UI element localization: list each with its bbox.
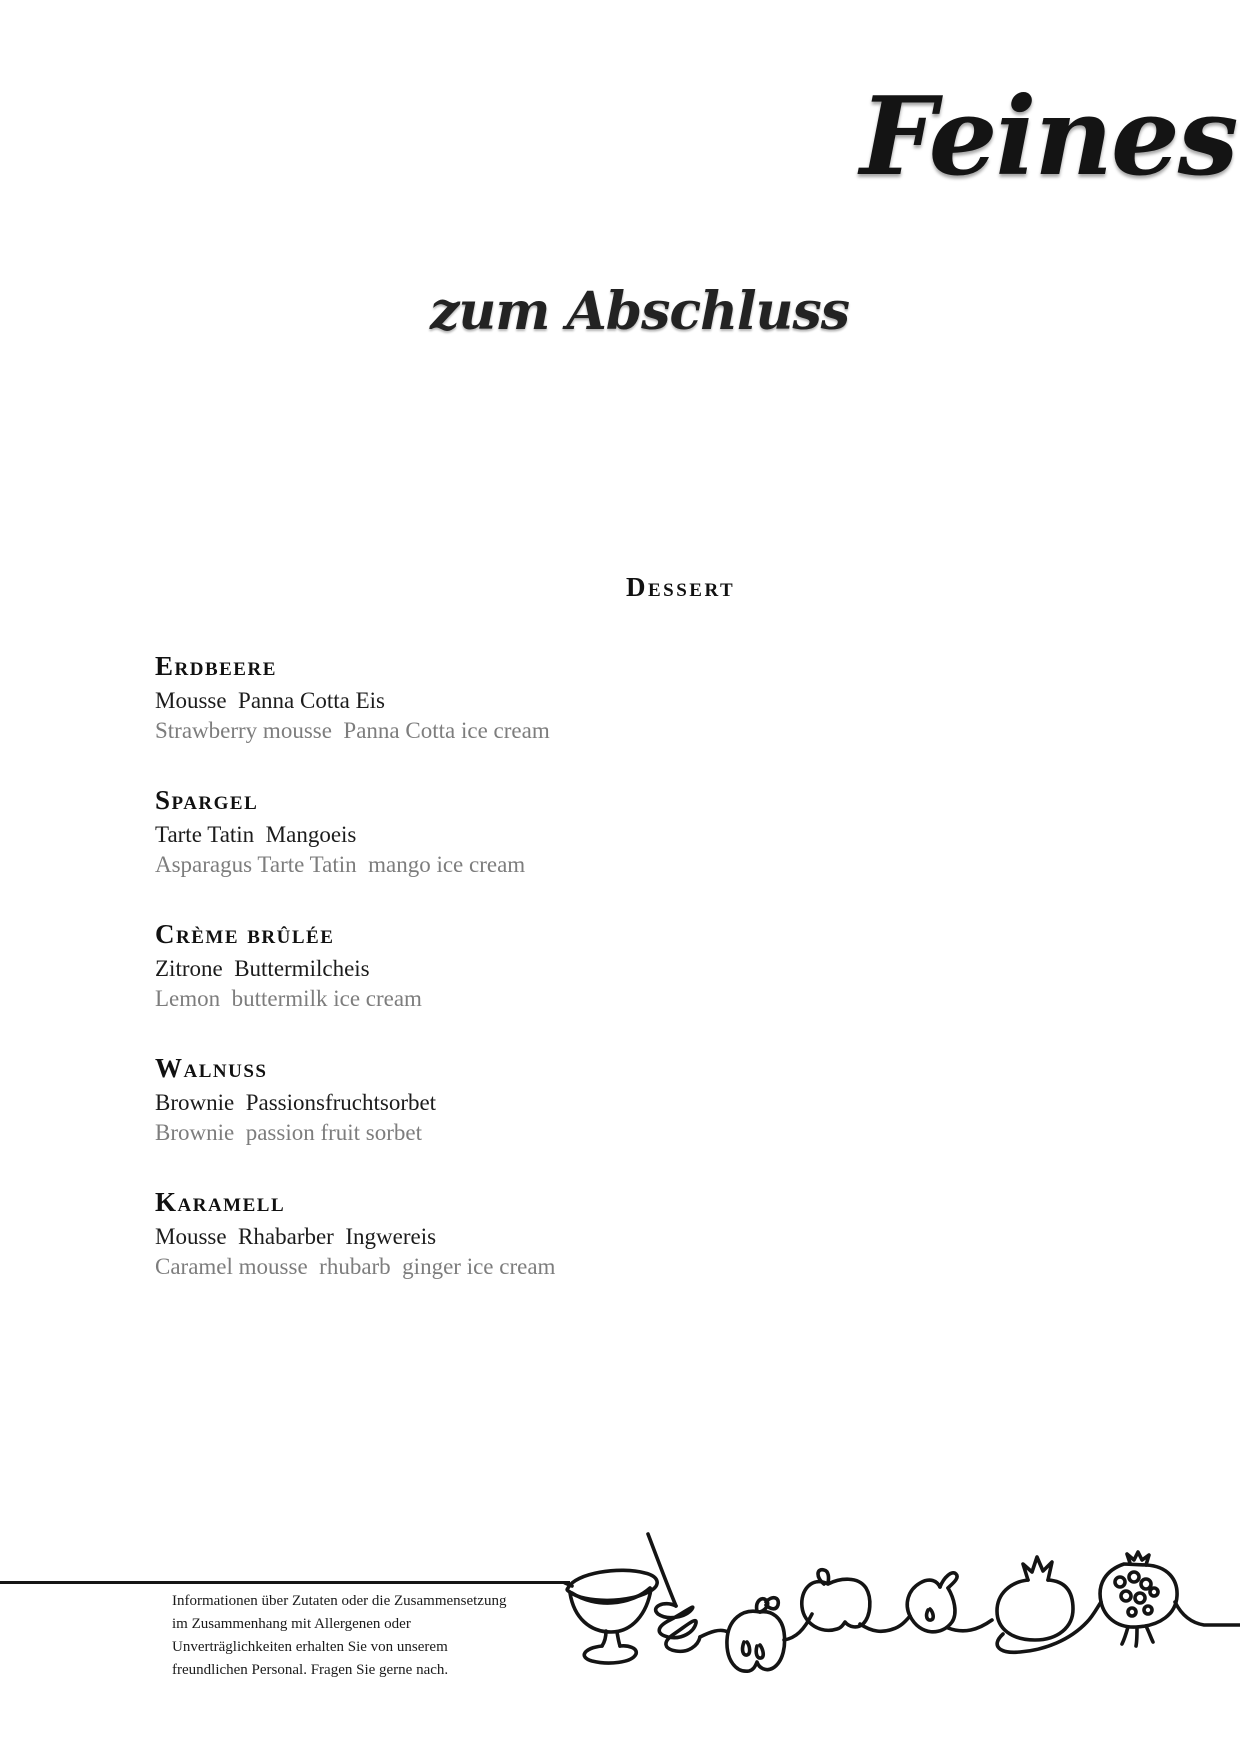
- menu-item-description-de: Mousse Panna Cotta Eis: [155, 688, 385, 713]
- menu-item-description-en: Strawberry mousse Panna Cotta ice cream: [155, 718, 550, 743]
- menu-item-name: Karamell: [155, 1187, 286, 1217]
- page-title: Feines: [860, 74, 1237, 200]
- menu-item-description-en: Brownie passion fruit sorbet: [155, 1120, 423, 1145]
- menu-item-name: Walnuss: [155, 1053, 268, 1083]
- menu-item-name: Erdbeere: [155, 651, 277, 681]
- menu-item-description-de: Zitrone Buttermilcheis: [155, 956, 370, 981]
- page-subtitle: zum Abschluss: [430, 281, 850, 342]
- menu-item-description-de: Tarte Tatin Mangoeis: [155, 822, 357, 847]
- menu-item: [155, 650, 855, 746]
- menu-list: [155, 650, 855, 1320]
- apple-icon: [802, 1570, 910, 1632]
- menu-item: [155, 1186, 855, 1282]
- fruit-line-illustration: [480, 1510, 1240, 1754]
- menu-item-description-de: Brownie Passionsfruchtsorbet: [155, 1090, 437, 1115]
- menu-item: [155, 918, 855, 1014]
- section-heading-dessert: Dessert: [626, 572, 736, 602]
- menu-item-description-en: Caramel mousse rhubarb ginger ice cream: [155, 1254, 556, 1279]
- pear-half-icon: [907, 1573, 992, 1632]
- menu-item-name: Spargel: [155, 785, 259, 815]
- allergy-note: Informationen über Zutaten oder die Zusammensetzung im Zusammenhang mit Allergenen oder Unverträglichkeiten erhalten Sie von unserem freundlichen Personal. Fragen Sie gerne nach.: [172, 1593, 507, 1678]
- apple-half-icon: [727, 1598, 812, 1671]
- menu-item: [155, 784, 855, 880]
- pomegranate-icon: [997, 1557, 1101, 1652]
- pomegranate-cut-icon: [1100, 1552, 1240, 1646]
- menu-item-description-en: Lemon buttermilk ice cream: [155, 986, 422, 1011]
- honey-dipper-icon: [648, 1534, 728, 1651]
- menu-item-description-en: Asparagus Tarte Tatin mango ice cream: [155, 852, 526, 877]
- dessert-coupe-icon: [565, 1570, 657, 1663]
- menu-item: [155, 1052, 855, 1148]
- menu-item-name: Crème brûlée: [155, 919, 335, 949]
- menu-item-description-de: Mousse Rhabarber Ingwereis: [155, 1224, 437, 1249]
